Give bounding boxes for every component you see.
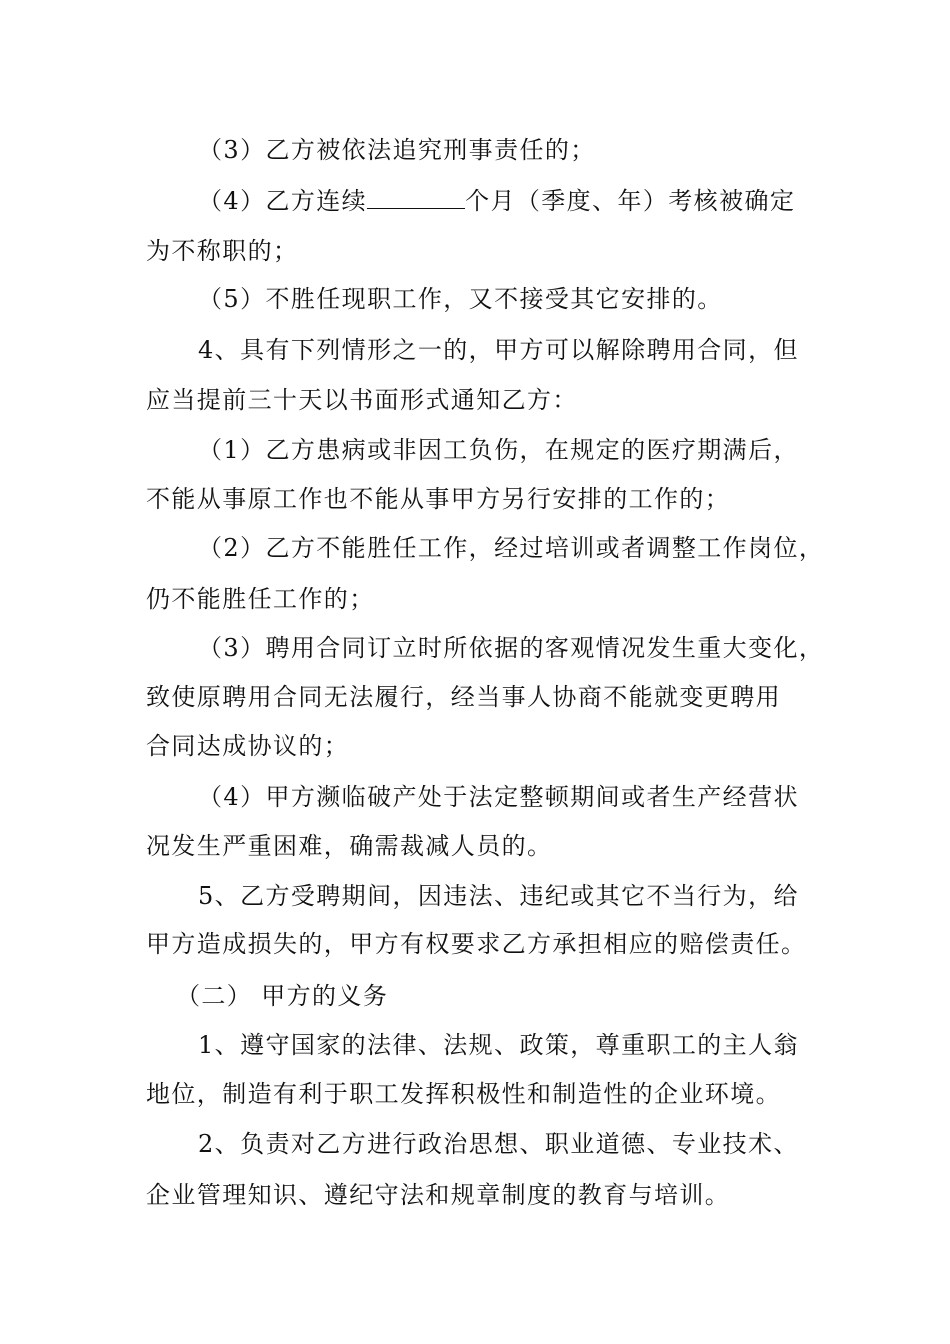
paragraph-line: 不能从事原工作也不能从事甲方另行安排的工作的； [146,485,731,513]
paragraph-line: 致使原聘用合同无法履行，经当事人协商不能就变更聘用 [146,683,781,711]
paragraph-line: （2）乙方不能胜任工作，经过培训或者调整工作岗位， [198,534,825,562]
paragraph-line: 5、乙方受聘期间，因违法、违纪或其它不当行为，给 [198,882,799,910]
paragraph-line: 4、具有下列情形之一的，甲方可以解除聘用合同，但 [198,336,799,364]
text-segment: （4）乙方连续 [198,187,368,215]
text-segment: 个月（季度、年）考核被确定 [465,187,796,215]
paragraph-line: 应当提前三十天以书面形式通知乙方： [146,386,578,414]
paragraph-line: 地位，制造有利于职工发挥积极性和制造性的企业环境。 [146,1080,781,1108]
paragraph-line: （1）乙方患病或非因工负伤，在规定的医疗期满后， [198,436,799,464]
paragraph-line: 2、负责对乙方进行政治思想、职业道德、专业技术、 [198,1130,799,1158]
paragraph-line: 甲方造成损失的，甲方有权要求乙方承担相应的赔偿责任。 [146,930,807,958]
paragraph-line: 为不称职的； [146,237,299,265]
paragraph-line: 况发生严重困难，确需裁减人员的。 [146,832,553,860]
section-heading: （二） 甲方的义务 [176,982,389,1010]
paragraph-line: （4）甲方濒临破产处于法定整顿期间或者生产经营状 [198,783,799,811]
paragraph-line: （5）不胜任现职工作，又不接受其它安排的。 [198,285,723,313]
paragraph-line: 1、遵守国家的法律、法规、政策，尊重职工的主人翁 [198,1031,799,1059]
paragraph-line: （3）乙方被依法追究刑事责任的； [198,136,596,164]
paragraph-line: 合同达成协议的； [146,732,350,760]
fill-in-blank [367,186,465,209]
paragraph-line-with-blank [198,186,795,216]
paragraph-line: 企业管理知识、遵纪守法和规章制度的教育与培训。 [146,1181,731,1209]
paragraph-line: （3）聘用合同订立时所依据的客观情况发生重大变化， [198,634,825,662]
paragraph-line: 仍不能胜任工作的； [146,585,375,613]
